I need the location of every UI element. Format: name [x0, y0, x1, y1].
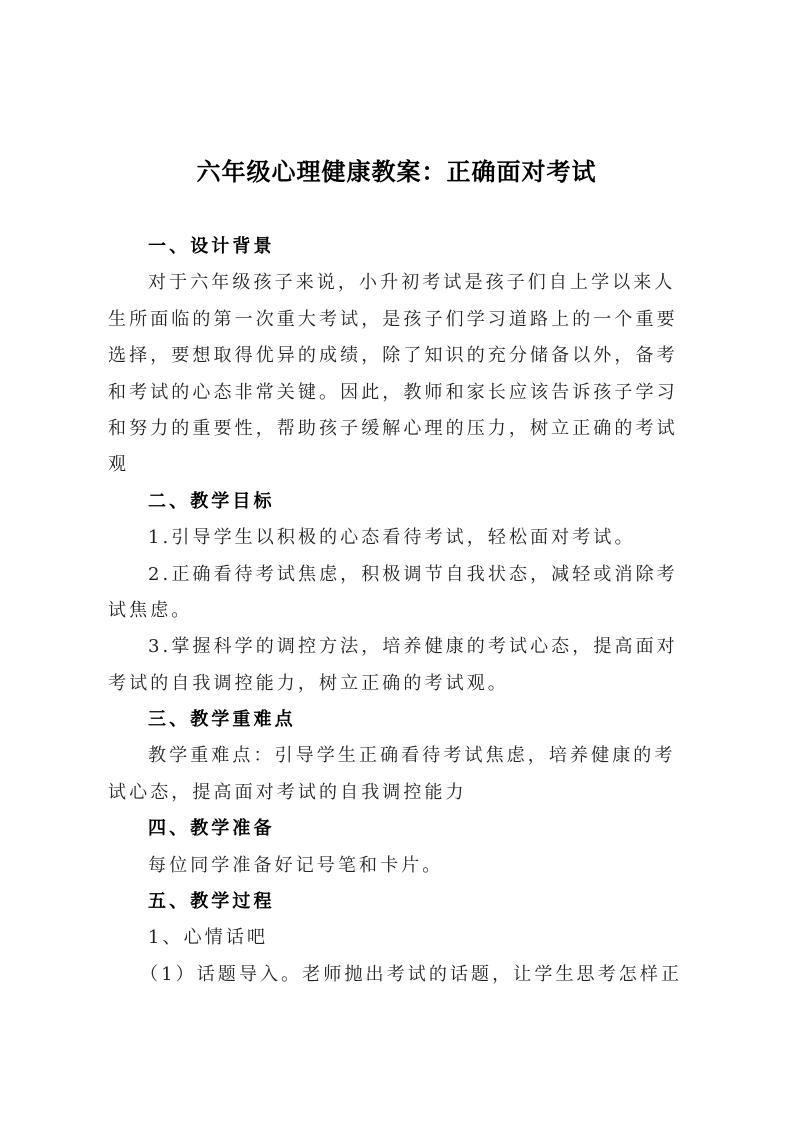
section-heading-goals: 二、教学目标	[148, 490, 275, 512]
section-heading-background: 一、设计背景	[148, 236, 275, 257]
paragraph-line: （1）话题导入。老师抛出考试的话题，让学生思考怎样正	[140, 963, 683, 985]
paragraph-line: 和努力的重要性，帮助孩子缓解心理的压力，树立正确的考试	[108, 417, 678, 439]
paragraph-line: 试心态，提高面对考试的自我调控能力	[108, 781, 467, 803]
paragraph-line: 每位同学准备好记号笔和卡片。	[148, 854, 444, 876]
document-body	[108, 229, 688, 993]
list-item-goal-2-cont: 试焦虑。	[108, 599, 193, 621]
list-item-goal-3: 3.掌握科学的调控方法，培养健康的考试心态，提高面对	[148, 636, 678, 658]
paragraph-line: 选择，要想取得优异的成绩，除了知识的充分储备以外，备考	[108, 345, 678, 367]
list-item-goal-2: 2.正确看待考试焦虑，积极调节自我状态，减轻或消除考	[148, 563, 678, 585]
paragraph-line: 和考试的心态非常关键。因此，教师和家长应该告诉孩子学习	[108, 381, 678, 403]
section-heading-process: 五、教学过程	[148, 891, 275, 913]
section-heading-key-points: 三、教学重难点	[148, 709, 296, 731]
section-heading-preparation: 四、教学准备	[148, 818, 275, 840]
paragraph-line: 教学重难点：引导学生正确看待考试焦虑，培养健康的考	[148, 745, 676, 767]
paragraph-line: 观	[108, 454, 130, 476]
list-item-goal-3-cont: 考试的自我调控能力，树立正确的考试观。	[108, 672, 509, 694]
subheading-mood-talk: 1、心情话吧	[148, 927, 269, 949]
list-item-goal-1: 1.引导学生以积极的心态看待考试，轻松面对考试。	[148, 527, 636, 549]
paragraph-line: 生所面临的第一次重大考试，是孩子们学习道路上的一个重要	[108, 308, 678, 330]
paragraph-line: 对于六年级孩子来说，小升初考试是孩子们自上学以来人	[148, 272, 676, 294]
document-title: 六年级心理健康教案：正确面对考试	[196, 158, 597, 186]
